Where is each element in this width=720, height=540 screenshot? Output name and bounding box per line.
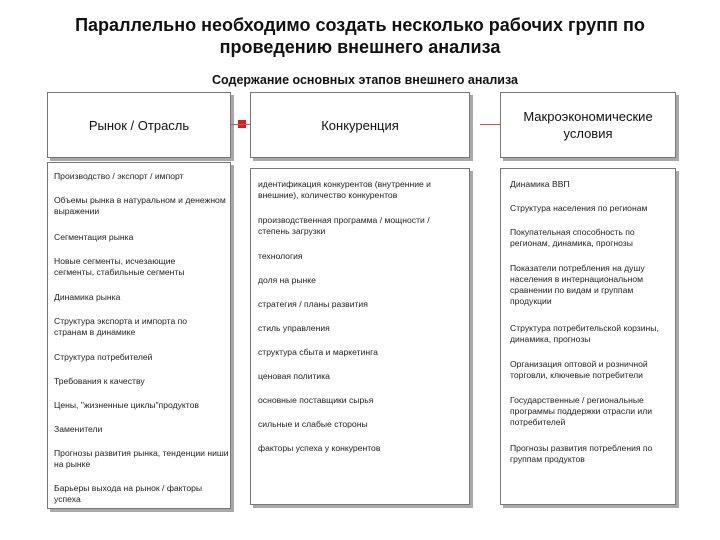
- header-macro: [500, 92, 676, 158]
- list-item: основные поставщики сырья: [258, 395, 374, 405]
- list-item: Требования к качеству: [54, 376, 145, 386]
- list-item: Показатели потребления на душу населения в интернациональном сравнении по видам и группам продукции: [510, 263, 645, 306]
- list-item: Объемы рынка в натуральном и денежном выражении: [54, 195, 226, 216]
- list-item: структура сбыта и маркетинга: [258, 347, 378, 357]
- list-item: Новые сегменты, исчезающие сегменты, стабильные сегменты: [54, 256, 185, 277]
- list-item: Структура потребителей: [54, 352, 153, 362]
- list-item: Динамика ВВП: [510, 179, 570, 189]
- list-item: Заменители: [54, 424, 103, 434]
- connector-line-left: [231, 124, 250, 125]
- header-competition-label: Конкуренция: [321, 117, 399, 133]
- connector-line-right: [480, 124, 500, 125]
- list-item: Покупательная способность по регионам, динамика, прогнозы: [510, 227, 635, 248]
- list-item: доля на рынке: [258, 275, 316, 285]
- list-item: Государственные / региональные программы поддержки отрасли или потребителей: [510, 395, 653, 427]
- list-item: идентификация конкурентов (внутренние и внешние), количество конкурентов: [258, 179, 431, 200]
- header-market: [47, 92, 231, 158]
- header-macro-label: Макроэкономические условия: [523, 109, 653, 141]
- list-item: Прогнозы развития потребления по группам продуктов: [510, 443, 653, 464]
- list-item: Цены, "жизненные циклы"продуктов: [54, 400, 199, 410]
- macro-list: [500, 168, 676, 505]
- list-item: Структура экспорта и импорта по странам в динамике: [54, 316, 188, 337]
- list-item: Барьеры выхода на рынок / факторы успеха: [54, 483, 203, 504]
- page-title: Параллельно необходимо создать несколько рабочих групп по проведению внешнего анализа: [75, 15, 645, 57]
- market-list: [47, 162, 231, 509]
- list-item: производственная программа / мощности / степень загрузки: [258, 215, 430, 236]
- header-competition: [250, 92, 470, 158]
- list-item: сильные и слабые стороны: [258, 419, 368, 429]
- list-item: Структура населения по регионам: [510, 203, 648, 213]
- list-item: технология: [258, 251, 303, 261]
- list-item: Динамика рынка: [54, 292, 121, 302]
- list-item: Организация оптовой и розничной торговли, ключевые потребители: [510, 359, 648, 380]
- list-item: стиль управления: [258, 323, 330, 333]
- section-subtitle: Содержание основных этапов внешнего анализа: [212, 73, 518, 87]
- list-item: Структура потребительской корзины, динамика, прогнозы: [510, 323, 659, 344]
- competition-list: [250, 168, 470, 505]
- list-item: ценовая политика: [258, 371, 330, 381]
- list-item: факторы успеха у конкурентов: [258, 443, 381, 453]
- list-item: стратегия / планы развития: [258, 299, 368, 309]
- header-market-label: Рынок / Отрасль: [88, 117, 190, 133]
- list-item: Прогнозы развития рынка, тенденции ниши на рынке: [54, 448, 229, 469]
- list-item: Сегментация рынка: [54, 232, 134, 242]
- list-item: Производство / экспорт / импорт: [54, 171, 184, 181]
